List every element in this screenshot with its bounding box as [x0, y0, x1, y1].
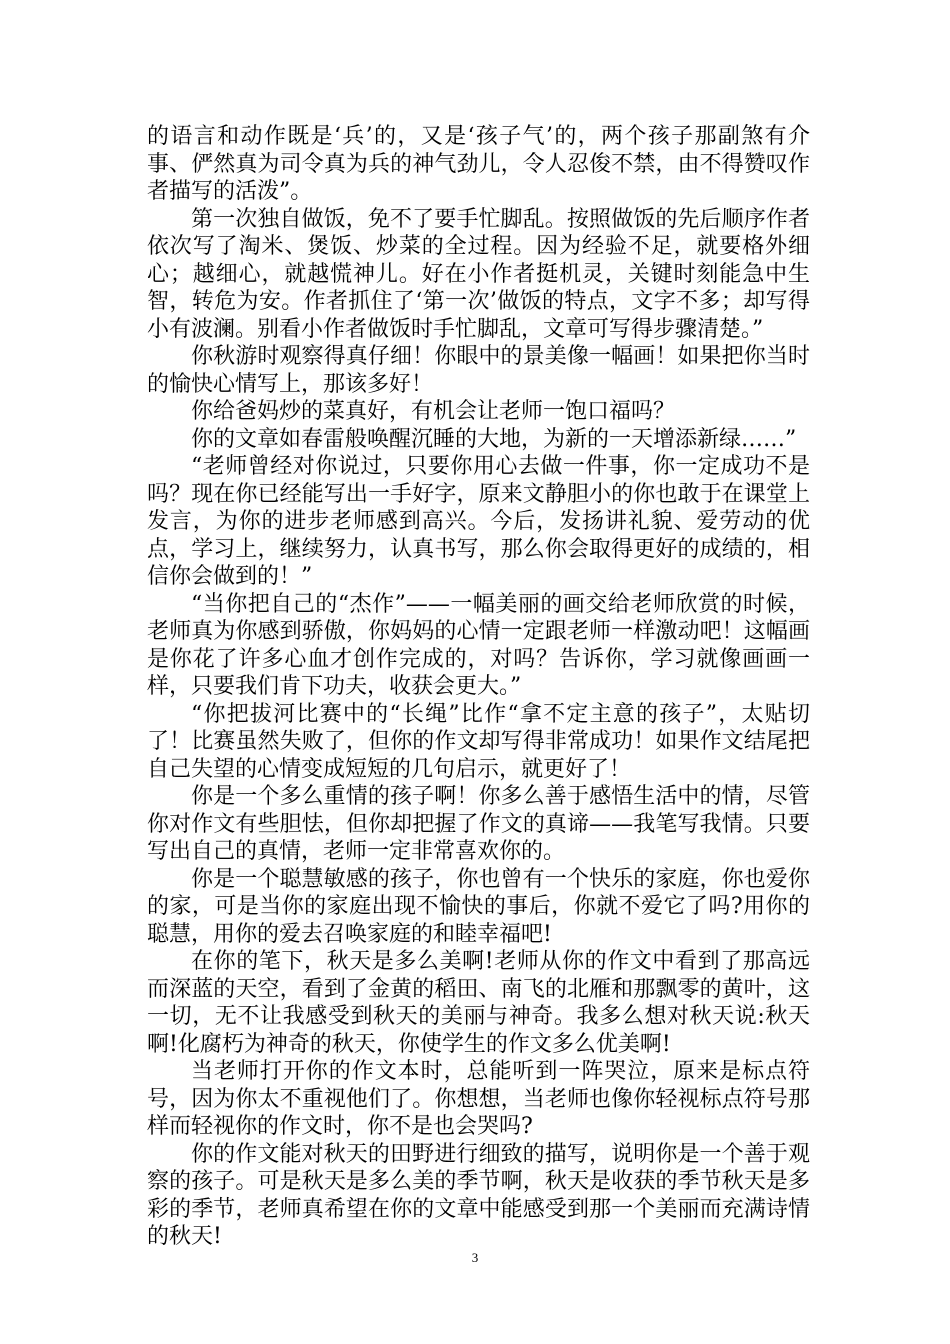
- paragraph: 你的文章如春雷般唤醒沉睡的大地，为新的一天增添新绿……”: [191, 426, 797, 452]
- paragraph: “当你把自己的“杰作”——一幅美丽的画交给老师欣赏的时候，老师真为你感到骄傲，你妈妈的心情一定跟老师一样激动吧！这幅画是你花了许多心血才创作完成的，对吗？告诉你，学习就像画画一样，只要我们肯下功夫，收获会更大。”: [147, 591, 810, 699]
- paragraph: 你秋游时观察得真仔细！你眼中的景美像一幅画！如果把你当时的愉快心情写上，那该多好！: [147, 344, 810, 397]
- paragraph: 你是一个多么重情的孩子啊！你多么善于感悟生活中的情，尽管你对作文有些胆怯，但你却把握了作文的真谛——我笔写我情。只要写出自己的真情，老师一定非常喜欢你的。: [147, 784, 810, 864]
- page-number: 3: [471, 1250, 479, 1265]
- paragraph: 第一次独自做饭，免不了要手忙脚乱。按照做饭的先后顺序作者依次写了淘米、煲饭、炒菜的全过程。因为经验不足，就要格外细心；越细心，就越慌神儿。好在小作者挺机灵，关键时刻能急中生智，转危为安。作者抓住了‘第一次’做饭的特点，文字不多；却写得小有波澜。别看小作者做饭时手忙脚乱，文章可写得步骤清楚。”: [147, 206, 810, 342]
- paragraph: 当老师打开你的作文本时，总能听到一阵哭泣，原来是标点符号，因为你太不重视他们了。你想想，当老师也像你轻视标点符号那样而轻视你的作文时，你不是也会哭吗?: [147, 1059, 810, 1139]
- paragraph: “你把拔河比赛中的“长绳”比作“拿不定主意的孩子”，太贴切了！比赛虽然失败了，但你的作文却写得非常成功！如果作文结尾把自己失望的心情变成短短的几句启示，就更好了！: [147, 701, 810, 782]
- paragraph: “老师曾经对你说过，只要你用心去做一件事，你一定成功不是吗？现在你已经能写出一手好字，原来文静胆小的你也敢于在课堂上发言，为你的进步老师感到高兴。今后，发扬讲礼貌、爱劳动的优点，学习上，继续努力，认真书写，那么你会取得更好的成绩的，相信你会做到的！”: [147, 454, 810, 589]
- paragraph: 你给爸妈炒的菜真好，有机会让老师一饱口福吗？: [191, 399, 676, 424]
- paragraph: 的语言和动作既是‘兵’的，又是‘孩子气’的，两个孩子那副煞有介事、俨然真为司令真为兵的神气劲儿，令人忍俊不禁，由不得赞叹作者描写的活泼”。: [147, 124, 810, 204]
- body-text: [147, 123, 810, 1251]
- paragraph: 你的作文能对秋天的田野进行细致的描写，说明你是一个善于观察的孩子。可是秋天是多么美的季节啊，秋天是收获的季节秋天是多彩的季节，老师真希望在你的文章中能感受到那一个美丽而充满诗情的秋天!: [147, 1141, 810, 1249]
- paragraph: 在你的笔下，秋天是多么美啊!老师从你的作文中看到了那高远而深蓝的天空，看到了金黄的稻田、南飞的北雁和那飘零的黄叶，这一切，无不让我感受到秋天的美丽与神奇。我多么想对秋天说:秋天啊!化腐朽为神奇的秋天，你使学生的作文多么优美啊!: [147, 949, 810, 1057]
- paragraph: 你是一个聪慧敏感的孩子，你也曾有一个快乐的家庭，你也爱你的家，可是当你的家庭出现不愉快的事后，你就不爱它了吗?用你的聪慧，用你的爱去召唤家庭的和睦幸福吧!: [147, 866, 810, 947]
